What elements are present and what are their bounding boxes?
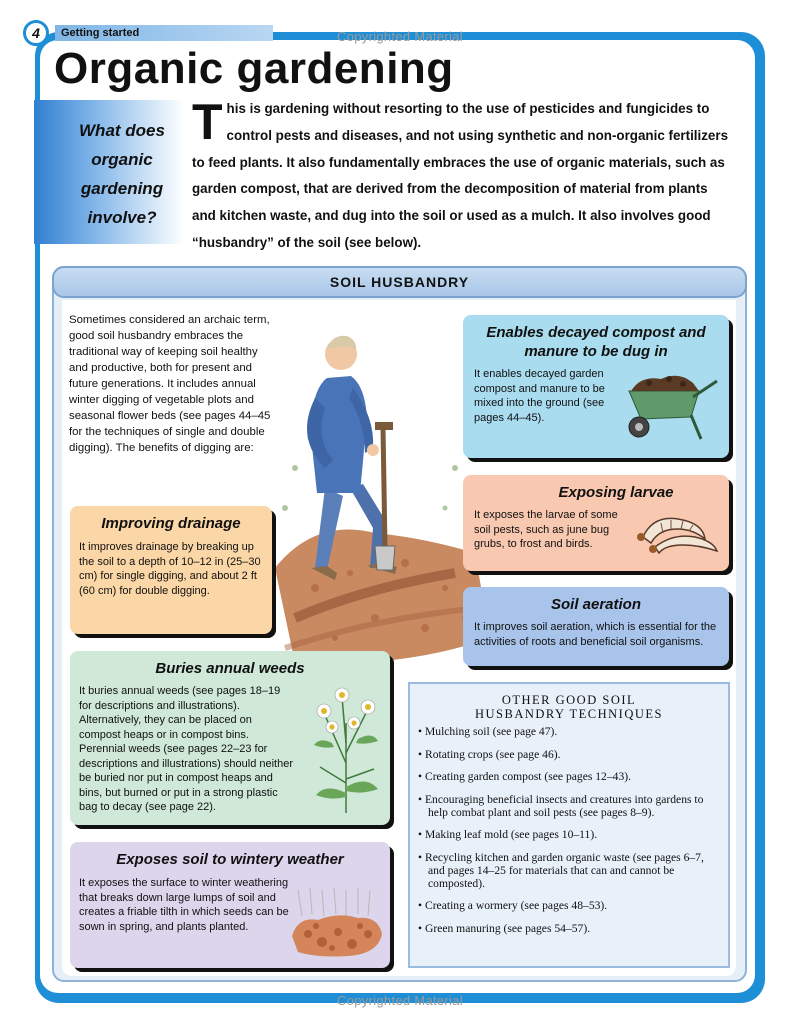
list-item: • Encouraging beneficial insects and creatures into gardens to help combat plant and soil pests (see pages 8–9). <box>418 792 704 819</box>
benefit-drainage-text: It improves drainage by breaking up the soil to a depth of 10–12 in (25–30 cm) for single digging, and about 2 ft (60 cm) for double digging. <box>79 541 261 597</box>
intro-paragraph <box>192 96 732 257</box>
benefit-compost-title: Enables decayed compost and manure to be dug in <box>486 324 706 360</box>
benefit-drainage-title: Improving drainage <box>101 515 241 532</box>
list-item: • Green manuring (see pages 54–57). <box>418 921 591 935</box>
chamomile-weed-illustration <box>302 683 386 815</box>
benefit-drainage-box <box>70 506 272 634</box>
benefit-aeration-box <box>463 587 729 666</box>
wheelbarrow-illustration <box>621 367 721 447</box>
question-line: What does <box>79 121 165 140</box>
benefit-larvae-text: It exposes the larvae of some soil pests, such as june bug grubs, to frost and birds. <box>474 509 618 550</box>
question-text <box>52 116 192 232</box>
soil-clod-illustration <box>288 886 384 958</box>
benefit-weeds-title: Buries annual weeds <box>155 660 305 677</box>
soil-husbandry-header: SOIL HUSBANDRY <box>52 266 747 298</box>
watermark-bottom: Copyrighted Material <box>337 993 463 1008</box>
list-item: • Making leaf mold (see pages 10–11). <box>418 828 598 841</box>
page-title: Organic gardening <box>54 44 454 93</box>
benefit-compost-text: It enables decayed garden compost and manure to be mixed into the ground (see pages 44–45). <box>474 368 605 424</box>
other-title-line: HUSBANDRY TECHNIQUES <box>474 707 663 721</box>
benefit-aeration-text: It improves soil aeration, which is essential for the activities of roots and beneficial soil organisms. <box>474 621 717 648</box>
benefit-weeds-box <box>70 651 390 825</box>
section-tab: Getting started <box>55 25 273 41</box>
benefit-compost-box <box>463 315 729 458</box>
other-techniques-title <box>408 693 730 721</box>
page-number: 4 <box>23 20 49 46</box>
watermark-top: Copyrighted Material <box>337 29 463 44</box>
drop-cap: T <box>192 94 223 150</box>
benefit-aeration-title: Soil aeration <box>550 596 642 613</box>
benefit-winter-box <box>70 842 390 968</box>
other-title-line: OTHER GOOD SOIL <box>501 693 637 707</box>
intro-text: his is gardening without resorting to the use of pesticides and fungicides to control pests and diseases, and not using synthetic and non-organic fertilizers to feed plants. It also fundamentally embraces the use of organic materials, such as garden compost, that are derived from the decomposition of material from plants and kitchen waste, and dug into the soil or used as a mulch. It also involves good “husbandry” of the soil (see below). <box>192 101 729 250</box>
soil-intro-text: Sometimes considered an archaic term, good soil husbandry embraces the traditional way of keeping soil healthy and productive, both for present and future generations. It includes annual winter digging of vegetable plots and seasonal flower beds (see pages 44–45 for the techniques of single and double digging). The benefits of digging are: <box>69 314 271 454</box>
question-line: gardening <box>80 179 164 198</box>
other-techniques-list <box>418 725 723 944</box>
list-item: • Creating garden compost (see pages 12–43). <box>418 770 632 783</box>
benefit-winter-text: It exposes the surface to winter weathering that breaks down large lumps of soil and creates a friable tilth in which seeds can be sown in spring, and plants planted. <box>79 877 289 933</box>
benefit-weeds-text: It buries annual weeds (see pages 18–19 for descriptions and illustrations). Alternatively, they can be placed on compost heaps or in compost bins. Perennial weeds (see pages 22–23 for descriptions and illustrations) should neither be buried nor put in compost heaps and bins, but burned or put in a strong plastic bag to decay (see page 22). <box>79 685 294 813</box>
gardener-digging-illustration <box>255 318 495 668</box>
list-item: • Rotating crops (see page 46). <box>418 747 561 761</box>
grub-larvae-illustration <box>633 507 723 557</box>
benefit-larvae-title: Exposing larvae <box>558 484 674 501</box>
benefit-larvae-box <box>463 475 729 571</box>
list-item: • Recycling kitchen and garden organic waste (see pages 6–7, and pages 14–25 for materials that can and cannot be composted). <box>418 850 704 890</box>
question-line: organic <box>91 150 153 169</box>
list-item: • Creating a wormery (see pages 48–53). <box>418 899 608 912</box>
question-line: involve? <box>87 208 157 227</box>
benefit-winter-title: Exposes soil to wintery weather <box>116 851 344 868</box>
list-item: • Mulching soil (see page 47). <box>418 725 558 738</box>
